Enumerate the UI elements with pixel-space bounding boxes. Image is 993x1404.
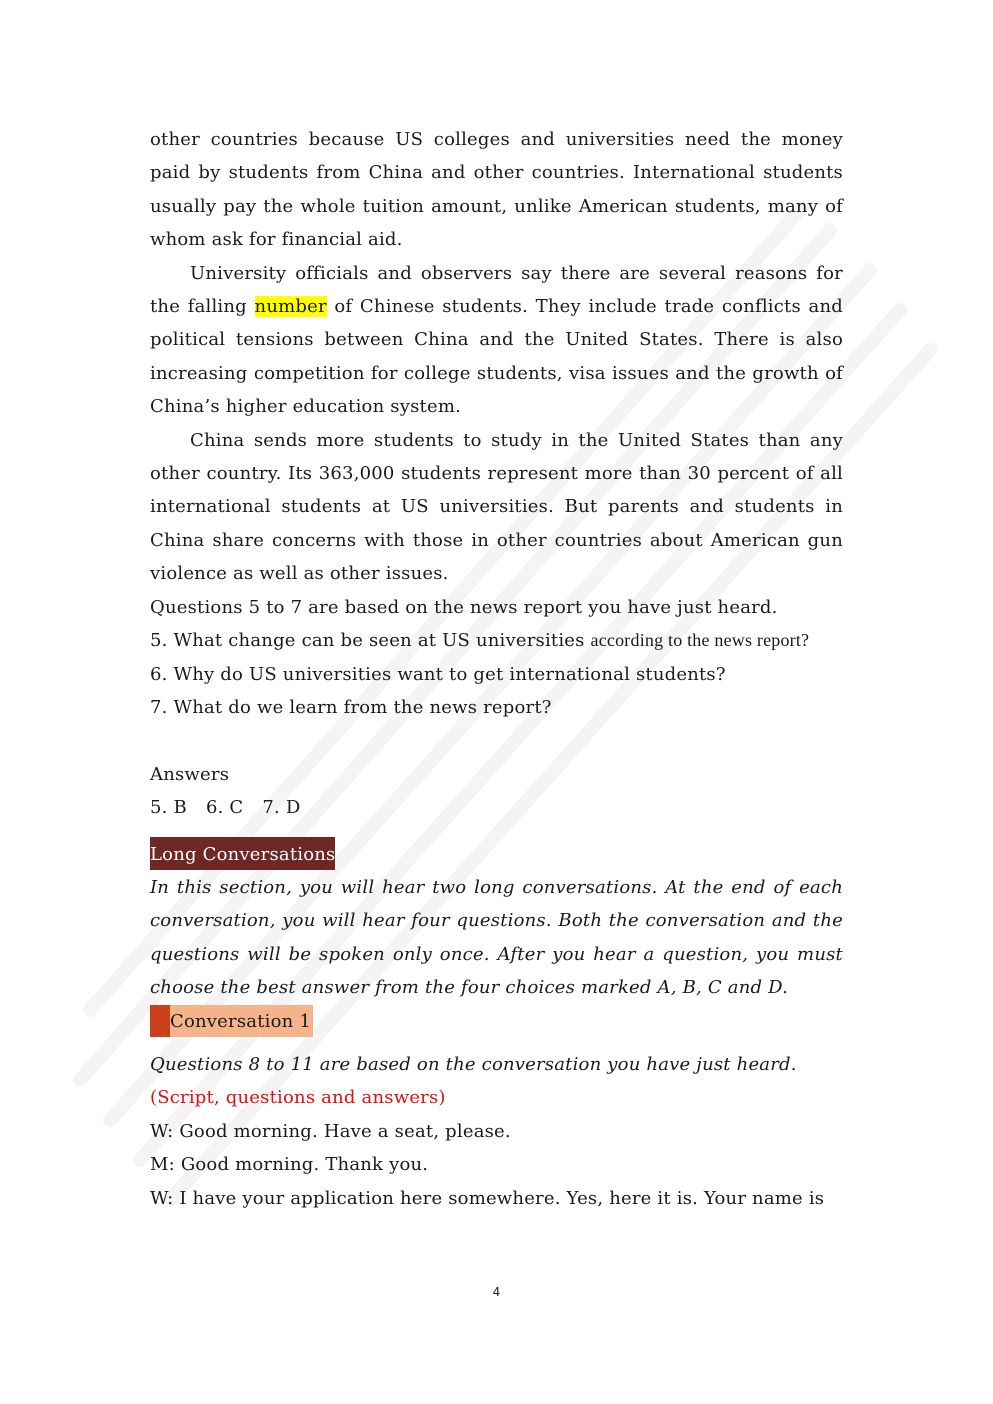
answer-item: 5. B bbox=[150, 797, 187, 819]
passage-paragraph-3: China sends more students to study in the United States than any other country. Its 363,000 students represent more than 30 percent of all international students at US universities. But parents and students in China share concerns with those in other countries about American gun violence as well as other issues. bbox=[150, 429, 843, 585]
section-heading-long-conversations: Long Conversations bbox=[150, 837, 335, 870]
dialogue-line: W: I have your application here somewhere. Yes, here it is. Your name is bbox=[150, 1187, 825, 1209]
passage-paragraph-2-start: University officials and observers say there are several reasons for the falling bbox=[150, 262, 843, 318]
heading-marker bbox=[150, 1005, 170, 1037]
question-5 bbox=[150, 624, 843, 657]
conversation-1-intro: Questions 8 to 11 are based on the conversation you have just heard. bbox=[150, 1053, 797, 1075]
answer-item: 7. D bbox=[262, 797, 301, 819]
conversation-1-label: Conversation 1 bbox=[170, 1005, 313, 1037]
script-note: (Script, questions and answers) bbox=[150, 1087, 446, 1109]
spacer bbox=[150, 724, 843, 757]
section-instructions: In this section, you will hear two long conversations. At the end of each conversation, you will hear four questions. Both the conversation and the questions will be spoken only once. After you hear a question, you must choose the best answer from the four choices marked A, B, C and D. bbox=[150, 876, 843, 999]
answer-item: 6. C bbox=[205, 797, 244, 819]
answers-heading: Answers bbox=[150, 763, 230, 785]
answers-list bbox=[150, 791, 843, 824]
questions-intro: Questions 5 to 7 are based on the news report you have just heard. bbox=[150, 596, 778, 618]
question-7: 7. What do we learn from the news report? bbox=[150, 696, 552, 718]
main-content bbox=[150, 123, 843, 1215]
passage-paragraph-2 bbox=[150, 257, 843, 424]
dialogue-line: M: Good morning. Thank you. bbox=[150, 1154, 429, 1176]
passage-paragraph-1: other countries because US colleges and universities need the money paid by students from China and other countries. International students usually pay the whole tuition amount, unlike American students, many of whom ask for financial aid. bbox=[150, 129, 843, 251]
highlighted-word: number bbox=[254, 296, 327, 318]
dialogue-line: W: Good morning. Have a seat, please. bbox=[150, 1120, 511, 1142]
passage-paragraph-2-end: of Chinese students. They include trade conflicts and political tensions between China and the United States. There is also increasing competition for college students, visa issues and the growth of China’s higher education system. bbox=[150, 296, 843, 418]
question-5-text: 5. What change can be seen at US universities bbox=[150, 630, 591, 652]
page-number: 4 bbox=[492, 1285, 501, 1299]
question-5-tail: according to the news report? bbox=[590, 630, 810, 651]
conversation-1-heading bbox=[150, 1005, 313, 1037]
question-6: 6. Why do US universities want to get international students? bbox=[150, 663, 726, 685]
